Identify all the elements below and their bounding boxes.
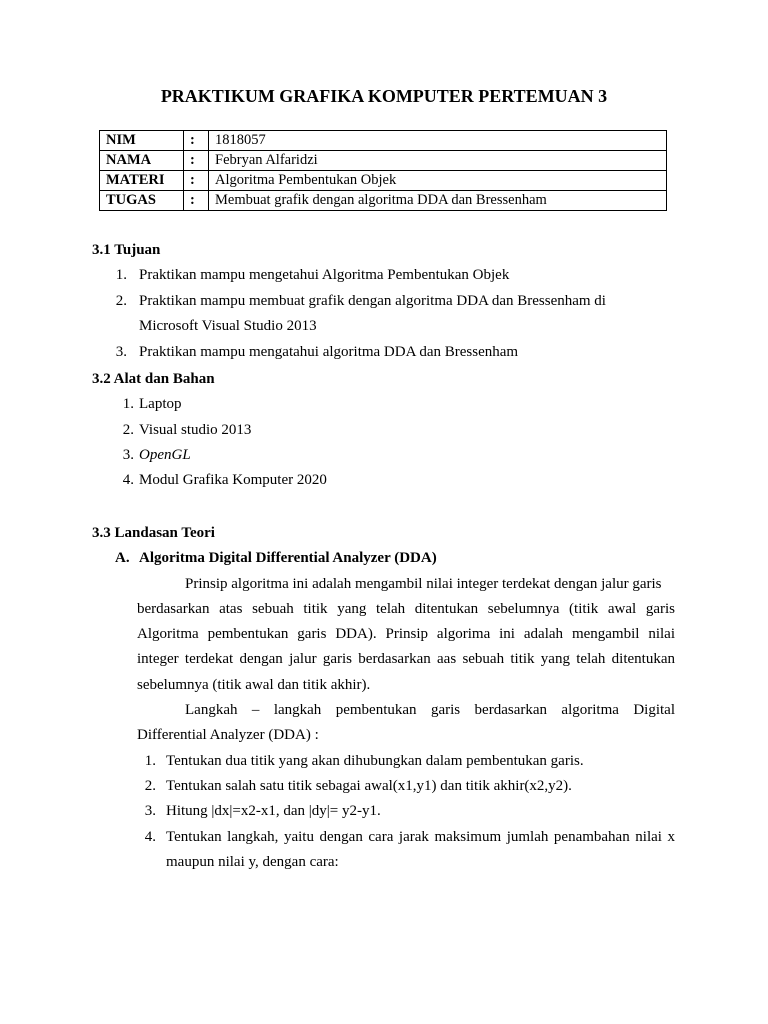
info-colon: :: [184, 171, 209, 191]
list-number: 3.: [122, 447, 134, 463]
paragraph-line: Algoritma pembentukan garis DDA). Prinsip algorima ini adalah mengambil nilai: [137, 626, 675, 642]
paragraph-line: sebelumnya (titik awal dan titik akhir).: [137, 677, 371, 693]
student-info-table: [99, 130, 667, 211]
info-value: Membuat grafik dengan algoritma DDA dan Bressenham: [209, 191, 667, 211]
step-item: Tentukan salah satu titik sebagai awal(x1,y1) dan titik akhir(x2,y2).: [166, 778, 572, 794]
step-item: Tentukan langkah, yaitu dengan cara jarak maksimum jumlah penambahan nilai x: [166, 829, 675, 845]
list-item: OpenGL: [139, 447, 191, 463]
subsection-heading-dda: Algoritma Digital Differential Analyzer (DDA): [139, 550, 437, 566]
paragraph-line: Prinsip algoritma ini adalah mengambil nilai integer terdekat dengan jalur garis: [185, 576, 662, 592]
info-value: Febryan Alfaridzi: [209, 151, 667, 171]
info-colon: :: [184, 191, 209, 211]
list-item: Praktikan mampu mengetahui Algoritma Pembentukan Objek: [139, 267, 510, 283]
info-key: NIM: [100, 131, 184, 151]
table-row: [100, 171, 667, 191]
paragraph-line: berdasarkan atas sebuah titik yang telah ditentukan sebelumnya (titik awal garis: [137, 601, 675, 617]
list-number: 3.: [115, 344, 127, 360]
info-key: MATERI: [100, 171, 184, 191]
info-colon: :: [184, 131, 209, 151]
info-value: 1818057: [209, 131, 667, 151]
info-value: Algoritma Pembentukan Objek: [209, 171, 667, 191]
step-number: 1.: [144, 753, 156, 769]
list-item: Laptop: [139, 396, 182, 412]
list-number: 4.: [122, 472, 134, 488]
list-item: Modul Grafika Komputer 2020: [139, 472, 327, 488]
list-number: 2.: [115, 293, 127, 309]
list-item-continuation: Microsoft Visual Studio 2013: [139, 318, 317, 334]
step-number: 2.: [144, 778, 156, 794]
section-heading-alat-bahan: 3.2 Alat dan Bahan: [92, 371, 215, 387]
list-number: 1.: [122, 396, 134, 412]
list-item: Praktikan mampu membuat grafik dengan algoritma DDA dan Bressenham di: [139, 293, 606, 309]
section-heading-landasan-teori: 3.3 Landasan Teori: [92, 525, 215, 541]
table-row: [100, 151, 667, 171]
page-title: PRAKTIKUM GRAFIKA KOMPUTER PERTEMUAN 3: [160, 86, 608, 106]
step-number: 4.: [144, 829, 156, 845]
table-row: [100, 131, 667, 151]
info-colon: :: [184, 151, 209, 171]
subsection-label: A.: [115, 550, 130, 566]
table-row: [100, 191, 667, 211]
section-heading-tujuan: 3.1 Tujuan: [92, 242, 161, 258]
step-item: Hitung |dx|=x2-x1, dan |dy|= y2-y1.: [166, 803, 381, 819]
step-number: 3.: [144, 803, 156, 819]
list-number: 2.: [122, 422, 134, 438]
paragraph-line: integer terdekat dengan jalur garis berdasarkan aas sebuah titik yang telah ditentukan: [137, 651, 675, 667]
step-item-continuation: maupun nilai y, dengan cara:: [166, 854, 339, 870]
paragraph-line: Langkah – langkah pembentukan garis berdasarkan algoritma Digital: [185, 702, 675, 718]
list-item: Visual studio 2013: [139, 422, 252, 438]
list-item: Praktikan mampu mengatahui algoritma DDA dan Bressenham: [139, 344, 519, 360]
list-number: 1.: [115, 267, 127, 283]
info-key: NAMA: [100, 151, 184, 171]
paragraph-line: Differential Analyzer (DDA) :: [137, 727, 319, 743]
info-key: TUGAS: [100, 191, 184, 211]
step-item: Tentukan dua titik yang akan dihubungkan dalam pembentukan garis.: [166, 753, 584, 769]
